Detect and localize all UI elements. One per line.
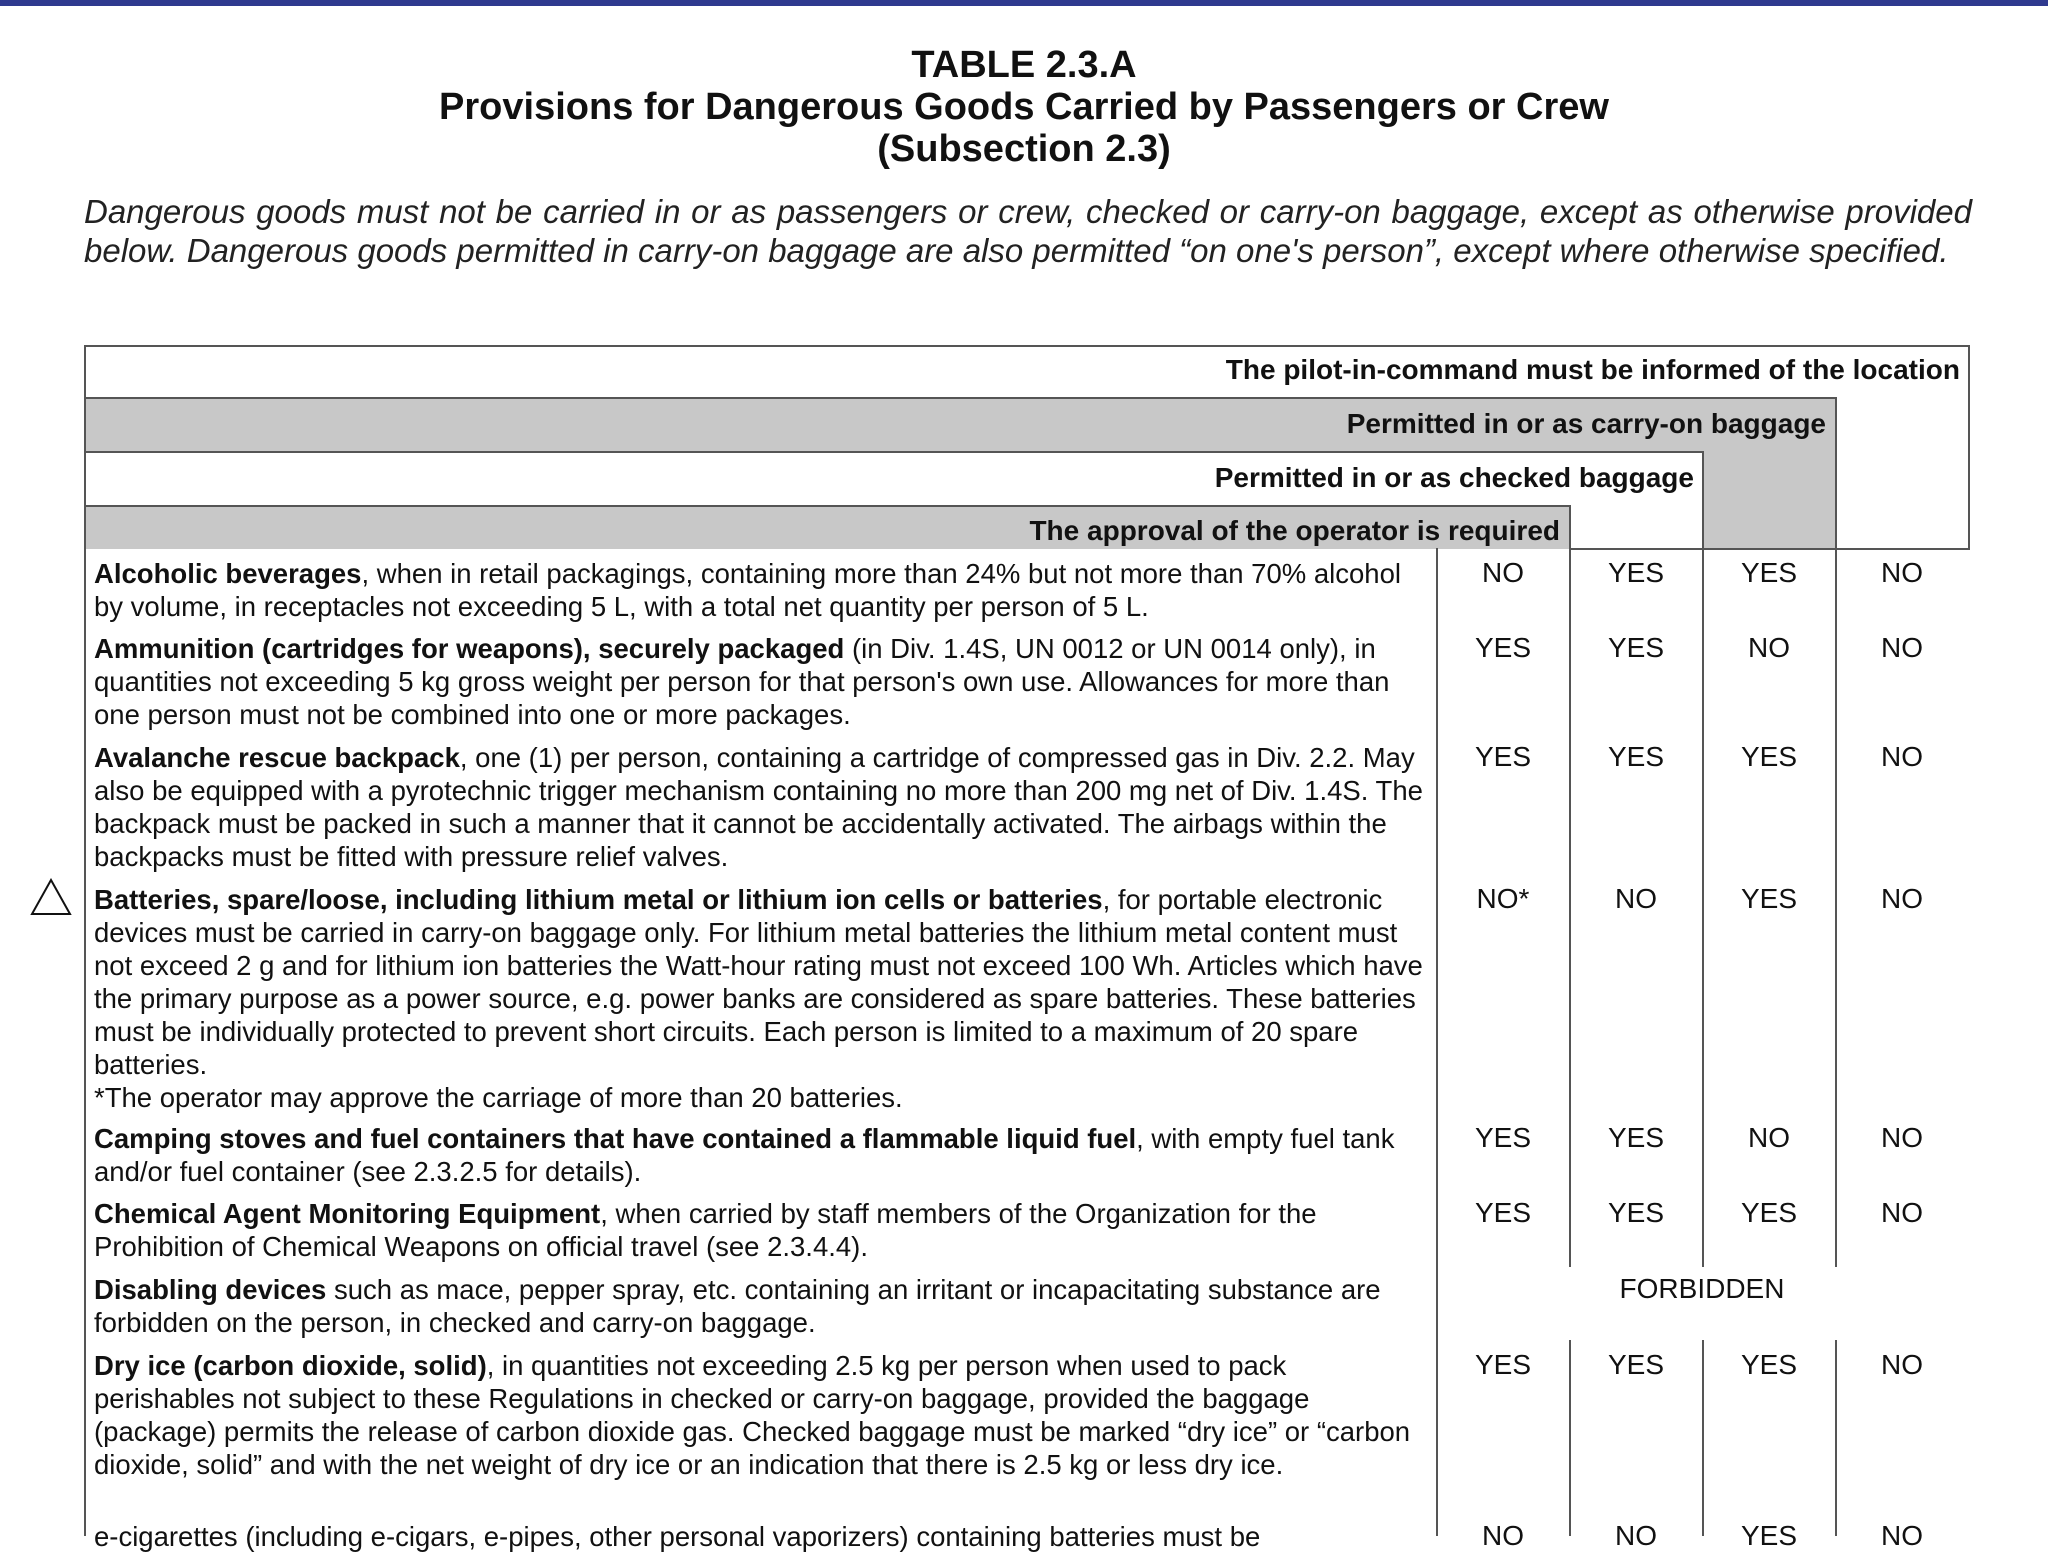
cell-carryon: YES — [1740, 557, 1798, 588]
cell-pilot: NO — [1881, 1520, 1923, 1551]
row-item-name: Camping stoves and fuel containers that have contained a flammable liquid fuel — [94, 1123, 1137, 1154]
col-line-description — [1436, 548, 1438, 1536]
row-item-name: Ammunition (cartridges for weapons), securely packaged — [94, 633, 845, 664]
row-item-name: Disabling devices — [94, 1274, 327, 1305]
row-item-text: , for portable electronic devices must be carried in carry-on baggage only. For lithium metal batteries the lithium metal content must not exceed 2 g and for lithium ion batteries the Watt-hour rating must not exceed 100 Wh. Articles which have the primary purpose as a power source, e.g. power banks are considered as spare batteries. These batteries must be individually protected to prevent short circuits. Each person is limited to a maximum of 20 spare batteries. — [94, 884, 1423, 1080]
table-left-border — [84, 345, 86, 1536]
carryon-column-band — [1703, 452, 1836, 549]
table-subsection: (Subsection 2.3) — [877, 128, 1171, 170]
header-line-3 — [84, 505, 1570, 507]
cell-checked: YES — [1607, 741, 1665, 772]
header-checked-permitted: Permitted in or as checked baggage — [1214, 462, 1694, 493]
row-item-note: *The operator may approve the carriage of more than 20 batteries. — [94, 1082, 903, 1113]
top-border-bar — [0, 0, 2048, 6]
cell-carryon: NO — [1748, 1122, 1790, 1153]
table-number: TABLE 2.3.A — [911, 44, 1137, 86]
cell-checked: YES — [1607, 632, 1665, 663]
table-row — [94, 557, 1424, 623]
cell-approval: NO* — [1476, 883, 1530, 914]
cell-approval: YES — [1474, 1197, 1532, 1228]
header-line-1 — [84, 397, 1836, 399]
table-row — [94, 741, 1424, 873]
table-row — [94, 1273, 1424, 1339]
cell-carryon: YES — [1740, 883, 1798, 914]
row-item-name: Chemical Agent Monitoring Equipment — [94, 1198, 601, 1229]
row-item-text: , when carried by staff members of the Organization for the Prohibition of Chemical Weapons on official travel (see 2.3.4.4). — [94, 1198, 1317, 1262]
cell-forbidden: FORBIDDEN — [1619, 1273, 1785, 1304]
table-row — [94, 1122, 1424, 1188]
intro-paragraph: Dangerous goods must not be carried in or as passengers or crew, checked or carry-on baggage, except as otherwise provided below. Dangerous goods permitted in carry-on baggage are also permitted “on one's person”, except where otherwise specified. — [84, 193, 1972, 269]
cell-pilot: NO — [1881, 1122, 1923, 1153]
cell-approval: YES — [1474, 1349, 1532, 1380]
triangle-warning-icon — [30, 878, 72, 916]
cell-approval: YES — [1474, 1122, 1532, 1153]
table-row — [94, 883, 1424, 1114]
cell-approval: NO — [1482, 557, 1524, 588]
header-line-2 — [84, 451, 1704, 453]
table-row — [94, 632, 1424, 731]
cell-approval: NO — [1482, 1520, 1524, 1551]
row-item-text: , in quantities not exceeding 2.5 kg per person when used to pack perishables not subject to these Regulations in checked or carry-on baggage, provided the baggage (package) permits the release of carbon dioxide gas. Checked baggage must be marked “dry ice” or “carbon dioxide, solid” and with the net weight of dry ice or an indication that there is 2.5 kg or less dry ice. — [94, 1350, 1411, 1480]
row-item-text: such as mace, pepper spray, etc. containing an irritant or incapacitating substance are forbidden on the person, in checked and carry-on baggage. — [94, 1274, 1381, 1338]
cell-carryon: NO — [1748, 632, 1790, 663]
header-operator-approval: The approval of the operator is required — [1029, 515, 1560, 546]
row-item-text: (in Div. 1.4S, UN 0012 or UN 0014 only), in quantities not exceeding 5 kg gross weight per person for that person's own use. Allowances for more than one person must not be combined into one or more packages. — [94, 633, 1390, 730]
cell-pilot: NO — [1881, 1197, 1923, 1228]
table-title: Provisions for Dangerous Goods Carried by Passengers or Crew — [439, 86, 1609, 128]
cell-checked: YES — [1607, 1349, 1665, 1380]
cell-carryon: YES — [1740, 1197, 1798, 1228]
table-row — [94, 1349, 1424, 1481]
cell-checked: YES — [1607, 557, 1665, 588]
cell-checked: NO — [1615, 883, 1657, 914]
cell-pilot: NO — [1881, 632, 1923, 663]
header-bottom-line — [1570, 548, 1970, 550]
row-item-name: Avalanche rescue backpack — [94, 742, 460, 773]
row-item-name: Dry ice (carbon dioxide, solid) — [94, 1350, 487, 1381]
cell-pilot: NO — [1881, 883, 1923, 914]
header-pilot-informed: The pilot-in-command must be informed of the location — [1225, 354, 1960, 385]
cell-carryon: YES — [1740, 741, 1798, 772]
cell-approval: YES — [1474, 741, 1532, 772]
cell-pilot: NO — [1881, 557, 1923, 588]
row-item-name: Batteries, spare/loose, including lithium metal or lithium ion cells or batteries — [94, 884, 1103, 915]
cell-carryon: YES — [1740, 1349, 1798, 1380]
table-top-border — [84, 345, 1970, 347]
cell-checked: YES — [1607, 1122, 1665, 1153]
row-item-text: e-cigarettes (including e-cigars, e-pipes, other personal vaporizers) containing batteries must be — [94, 1521, 1261, 1552]
row-item-text: , one (1) per person, containing a cartridge of compressed gas in Div. 2.2. May also be equipped with a pyrotechnic trigger mechanism containing no more than 200 mg net of Div. 1.4S. The backpack must be packed in such a manner that it cannot be accidentally activated. The airbags within the backpacks must be fitted with pressure relief valves. — [94, 742, 1423, 872]
cell-checked: NO — [1615, 1520, 1657, 1551]
cell-pilot: NO — [1881, 1349, 1923, 1380]
cell-approval: YES — [1474, 632, 1532, 663]
table-right-border — [1968, 345, 1970, 549]
cell-checked: YES — [1607, 1197, 1665, 1228]
table-row — [94, 1197, 1424, 1263]
row-item-text: , with empty fuel tank and/or fuel container (see 2.3.2.5 for details). — [94, 1123, 1395, 1187]
row-item-name: Alcoholic beverages — [94, 558, 362, 589]
row-item-text: , when in retail packagings, containing more than 24% but not more than 70% alcohol by volume, in receptacles not exceeding 5 L, with a total net quantity per person of 5 L. — [94, 558, 1402, 622]
header-carryon-permitted: Permitted in or as carry-on baggage — [1346, 408, 1826, 439]
cell-carryon: YES — [1740, 1520, 1798, 1551]
table-row — [94, 1520, 1424, 1553]
cell-pilot: NO — [1881, 741, 1923, 772]
